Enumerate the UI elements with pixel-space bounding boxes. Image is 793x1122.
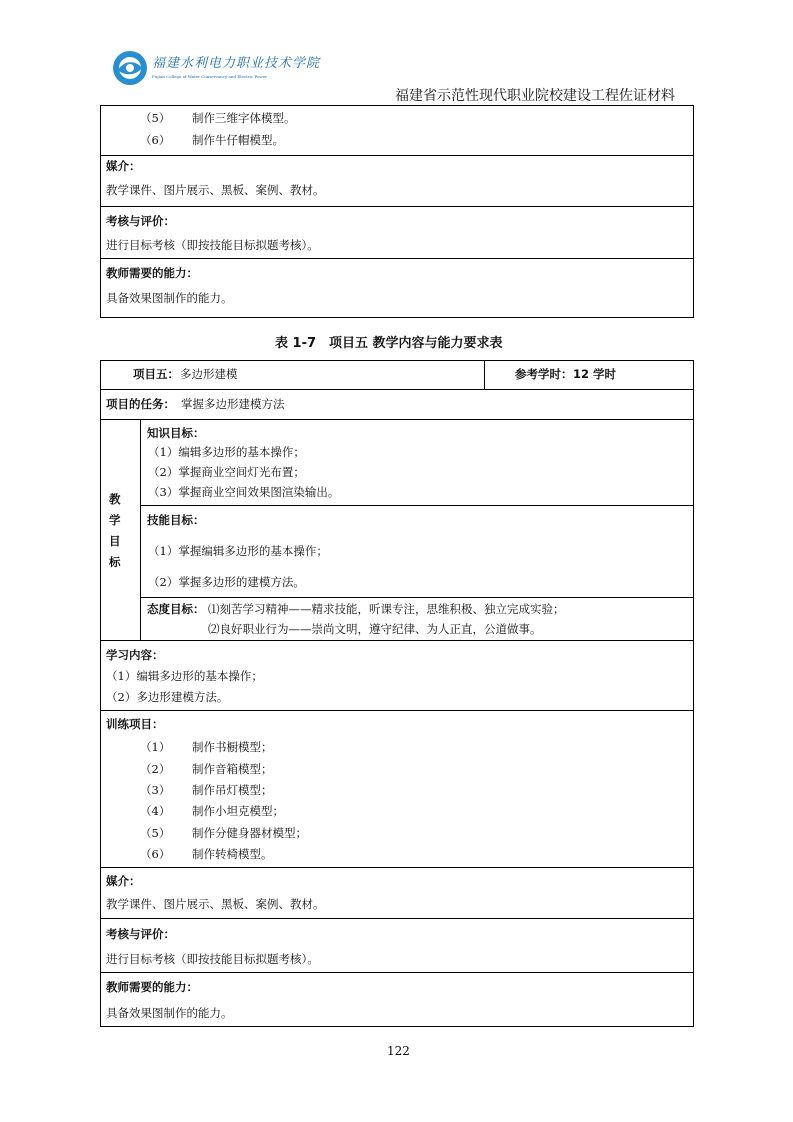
row-divider [100,389,694,390]
row-divider [100,710,694,711]
attitude-label: 态度目标： [147,602,205,616]
assess-label: 考核与评价： [106,214,175,228]
top-table-bottom-border [100,317,694,318]
media-label: 媒介： [106,159,141,173]
training-item: 制作分健身器材模型； [192,826,307,840]
goals-side-char: 目 [109,534,121,548]
knowledge-label: 知识目标： [147,426,205,440]
media-label: 媒介： [106,874,141,888]
training-item: 制作吊灯模型； [192,783,273,797]
knowledge-item: （1）编辑多边形的基本操作； [148,445,305,459]
goals-side-char: 教 [109,492,121,506]
training-item: 制作转椅模型。 [192,847,273,861]
goals-side-divider [140,419,141,640]
skill-item: （2）掌握多边形的建模方法。 [148,575,305,589]
ability-label: 教师需要的能力： [106,980,198,994]
goals-side-char: 标 [109,555,121,569]
list-item-number: （6） [140,133,171,147]
row-divider [100,640,694,641]
skill-label: 技能目标： [147,513,205,527]
row-divider [100,867,694,868]
content-label: 学习内容： [106,648,164,662]
row-divider [100,155,694,156]
training-item-number: （5） [140,826,171,840]
main-table-left-border [100,360,101,1027]
content-item: （2）多边形建模方法。 [106,690,229,704]
training-item-number: （4） [140,804,171,818]
task-label: 项目的任务： [106,397,175,411]
logo-emblem-icon [110,48,150,88]
training-item-number: （3） [140,783,171,797]
project-label: 项目五： [133,367,179,381]
row-divider [100,972,694,973]
attitude-item: ⑵良好职业行为——崇尚文明，遵守纪律、为人正直，公道做事。 [208,622,542,636]
list-item: 制作牛仔帽模型。 [192,133,284,147]
ability-label: 教师需要的能力： [106,266,198,280]
hours-label: 参考学时： [515,367,573,381]
knowledge-item: （3）掌握商业空间效果图渲染输出。 [148,485,340,499]
project-name: 多边形建模 [180,367,238,381]
main-table-top-border [100,360,694,361]
document-title: 福建省示范性现代职业院校建设工程佐证材料 [395,88,675,104]
ability-text: 具备效果图制作的能力。 [106,291,233,305]
assess-text: 进行目标考核（即按技能目标拟题考核）。 [106,238,319,252]
media-text: 教学课件、图片展示、黑板、案例、教材。 [106,897,325,911]
main-table-bottom-border [100,1026,694,1027]
list-item-number: （5） [140,111,171,125]
training-item: 制作音箱模型； [192,762,273,776]
goals-side-char: 学 [109,513,121,527]
row-divider [100,918,694,919]
hours-divider [484,360,485,389]
school-name-en: Fujian College of Water Conservancy and Electric Power [152,74,268,79]
top-table-right-border [693,105,694,318]
training-item-number: （1） [140,740,171,754]
assess-label: 考核与评价： [106,927,175,941]
main-table-right-border [693,360,694,1027]
table-caption: 表 1-7 项目五 教学内容与能力要求表 [275,336,503,351]
school-logo [110,48,321,88]
school-name: 福建水利电力职业技术学院 [152,56,321,71]
header-rule [100,105,694,106]
training-item: 制作书橱模型； [192,740,273,754]
row-divider [100,206,694,207]
media-text: 教学课件、图片展示、黑板、案例、教材。 [106,183,325,197]
training-item-number: （2） [140,762,171,776]
content-item: （1）编辑多边形的基本操作； [106,669,263,683]
training-item-number: （6） [140,847,171,861]
hours-value: 12 学时 [573,367,617,381]
row-divider [140,597,694,598]
task-text: 掌握多边形建模方法 [181,397,285,411]
ability-text: 具备效果图制作的能力。 [106,1006,233,1020]
training-label: 训练项目： [106,717,164,731]
skill-item: （1）掌握编辑多边形的基本操作； [148,544,328,558]
training-item: 制作小坦克模型； [192,804,284,818]
row-divider [100,419,694,420]
page-number: 122 [387,1044,410,1058]
top-table-left-border [100,105,101,318]
row-divider [140,505,694,506]
knowledge-item: （2）掌握商业空间灯光布置； [148,465,305,479]
list-item: 制作三维字体模型。 [192,111,296,125]
attitude-item: ⑴刻苦学习精神——精求技能，听课专注，思维积极、独立完成实验； [208,602,565,616]
row-divider [100,258,694,259]
assess-text: 进行目标考核（即按技能目标拟题考核）。 [106,952,319,966]
